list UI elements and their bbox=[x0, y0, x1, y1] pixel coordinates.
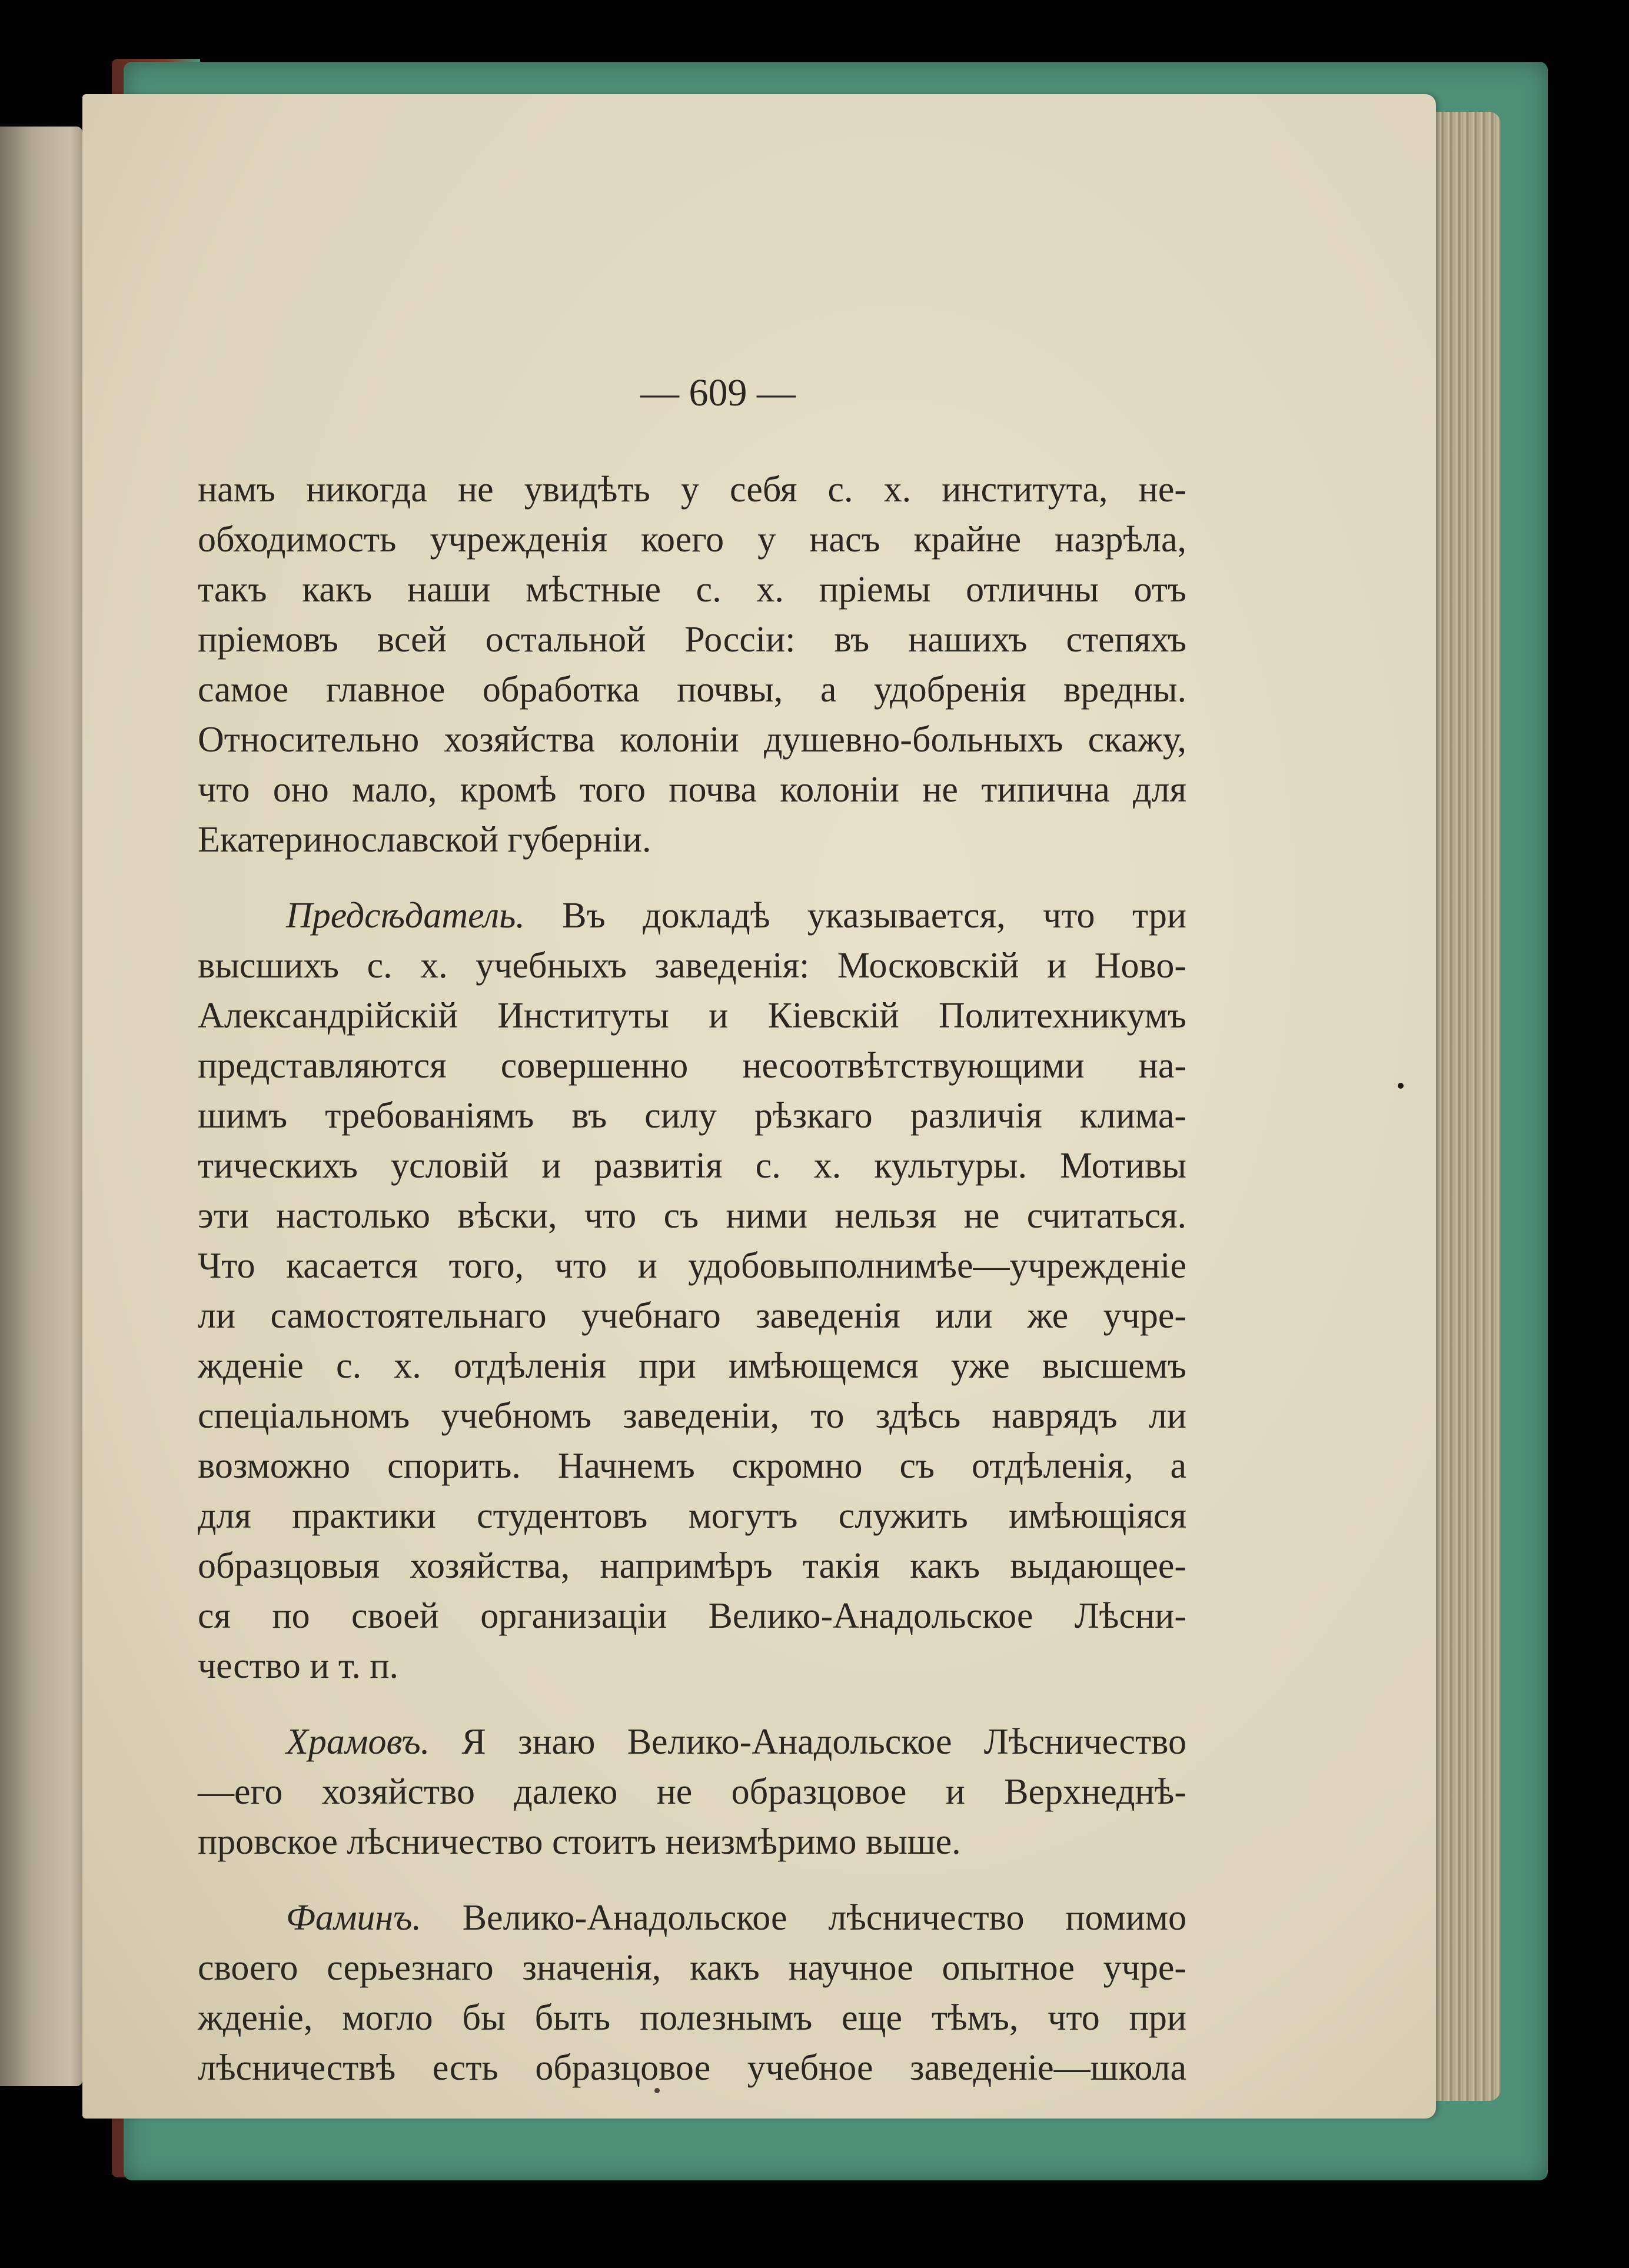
speaker-name: Фаминъ. bbox=[286, 1898, 421, 1938]
text-line: возможно спорить. Начнемъ скромно съ отдѣленія, а bbox=[198, 1446, 1186, 1486]
line-text: Я знаю Велико-Анадольское Лѣсничество bbox=[461, 1722, 1186, 1762]
text-line: образцовыя хозяйства, напримѣръ такія какъ выдающее- bbox=[198, 1546, 1186, 1586]
previous-page-edge bbox=[0, 127, 82, 2086]
text-line: жденіе с. х. отдѣленія при имѣющемся уже высшемъ bbox=[198, 1346, 1186, 1386]
ink-speck bbox=[654, 2088, 660, 2093]
text-line: тическихъ условій и развитія с. х. культуры. Мотивы bbox=[198, 1146, 1186, 1186]
text-line: Относительно хозяйства колоніи душевно-больныхъ скажу, bbox=[198, 720, 1186, 760]
text-line: самое главное обработка почвы, а удобренія вредны. bbox=[198, 670, 1186, 710]
text-line: ли самостоятельнаго учебнаго заведенія или же учре- bbox=[198, 1296, 1186, 1336]
text-line: Что касается того, что и удобовыполнимѣе—учрежденіе bbox=[198, 1246, 1186, 1286]
paragraph bbox=[198, 465, 1186, 865]
text-line: для практики студентовъ могутъ служить имѣющіяся bbox=[198, 1496, 1186, 1536]
paragraph bbox=[198, 1893, 1186, 2093]
book-page bbox=[82, 94, 1436, 2119]
text-line: такъ какъ наши мѣстные с. х. пріемы отличны отъ bbox=[198, 570, 1186, 610]
text-line: лѣсничествѣ есть образцовое учебное заведеніе—школа bbox=[198, 2048, 1186, 2088]
paragraph bbox=[198, 1717, 1186, 1867]
text-line: своего серьезнаго значенія, какъ научное опытное учре- bbox=[198, 1948, 1186, 1988]
text-line: эти настолько вѣски, что съ ними нельзя не считаться. bbox=[198, 1196, 1186, 1236]
paragraph bbox=[198, 891, 1186, 1691]
text-line: шимъ требованіямъ въ силу рѣзкаго различія клима- bbox=[198, 1096, 1186, 1136]
page-number: — 609 — bbox=[640, 371, 796, 414]
text-line: чество и т. п. bbox=[198, 1646, 398, 1686]
text-line bbox=[198, 1893, 1186, 1943]
ink-speck bbox=[1398, 1083, 1404, 1089]
speaker-name: Храмовъ. bbox=[286, 1722, 430, 1762]
text-line: Екатеринославской губерніи. bbox=[198, 820, 651, 860]
page-text bbox=[198, 465, 1186, 2093]
text-line: высшихъ с. х. учебныхъ заведенія: Московскій и Ново- bbox=[198, 946, 1186, 986]
text-line bbox=[198, 891, 1186, 941]
text-line: провское лѣсничество стоитъ неизмѣримо выше. bbox=[198, 1822, 961, 1862]
text-line bbox=[198, 1717, 1186, 1767]
text-line: намъ никогда не увидѣть у себя с. х. института, не- bbox=[198, 470, 1186, 510]
text-line: что оно мало, кромѣ того почва колоніи не типична для bbox=[198, 770, 1186, 810]
line-text: Велико-Анадольское лѣсничество помимо bbox=[462, 1898, 1186, 1938]
text-line: представляются совершенно несоотвѣтствующими на- bbox=[198, 1046, 1186, 1086]
text-line: —его хозяйство далеко не образцовое и Верхнеднѣ- bbox=[198, 1772, 1186, 1812]
text-line: Александрійскій Институты и Кіевскій Политехникумъ bbox=[198, 996, 1186, 1036]
text-line: жденіе, могло бы быть полезнымъ еще тѣмъ, что при bbox=[198, 1998, 1186, 2038]
text-line: спеціальномъ учебномъ заведеніи, то здѣсь наврядъ ли bbox=[198, 1396, 1186, 1436]
text-line: ся по своей организаціи Велико-Анадольское Лѣсни- bbox=[198, 1596, 1186, 1636]
line-text: Въ докладѣ указывается, что три bbox=[562, 896, 1187, 936]
text-line: обходимость учрежденія коего у насъ крайне назрѣла, bbox=[198, 520, 1186, 560]
speaker-name: Предсѣдатель. bbox=[286, 896, 525, 936]
text-line: пріемовъ всей остальной Россіи: въ нашихъ степяхъ bbox=[198, 620, 1186, 660]
